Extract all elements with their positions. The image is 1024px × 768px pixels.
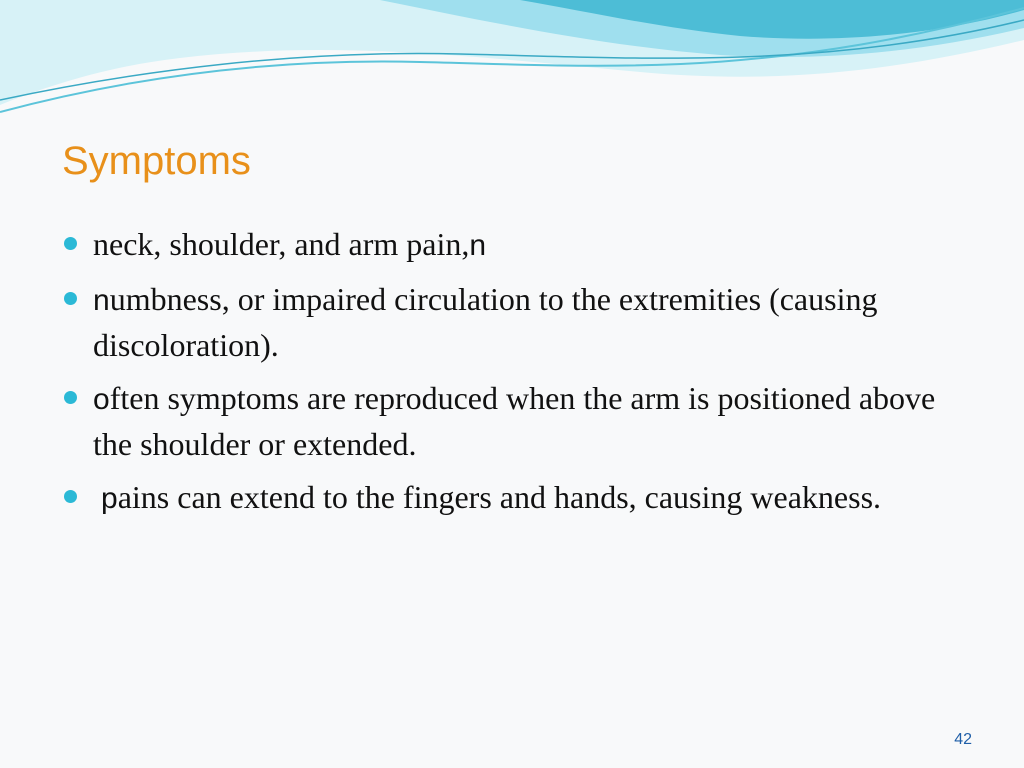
bullet-text: ften symptoms are reproduced when the arm is positioned above the shoulder or extended. [93, 380, 936, 462]
bullet-list [62, 222, 942, 530]
bullet-lead: o [93, 383, 110, 416]
bullet-text: neck, shoulder, and arm pain, [93, 226, 470, 262]
slide-title: Symptoms [62, 139, 251, 183]
bullet-item [62, 277, 942, 367]
bullet-text: ains can extend to the fingers and hands, causing weakness. [117, 479, 882, 515]
page-number: 42 [954, 731, 972, 748]
bullet-item [62, 376, 942, 466]
bullet-space [93, 479, 101, 515]
bullet-dot-icon [64, 490, 77, 503]
bullet-dot-icon [64, 237, 77, 250]
header-wave-decoration [0, 0, 1024, 130]
bullet-lead: p [101, 482, 118, 515]
bullet-item [62, 475, 942, 521]
bullet-text: umbness, or impaired circulation to the extremities (causing discoloration). [93, 281, 878, 363]
bullet-lead: n [93, 284, 110, 317]
bullet-dot-icon [64, 391, 77, 404]
bullet-dot-icon [64, 292, 77, 305]
bullet-tail: n [469, 229, 487, 262]
bullet-item [62, 222, 942, 268]
